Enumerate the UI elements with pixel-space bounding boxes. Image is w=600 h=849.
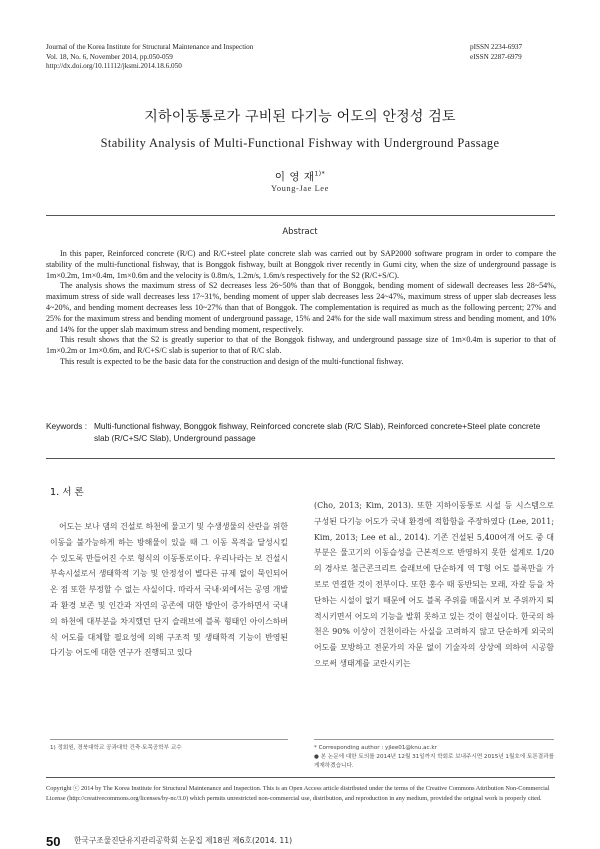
pissn: pISSN 2234-6937 [470,43,523,51]
discussion-note: ● 본 논문에 대한 토의를 2014년 12월 31일까지 학회로 보내주시면 2015년 1월호에 토론결과를 게재하겠습니다. [314,754,554,770]
footnote-affiliation: 1) 정회원, 경북대학교 공과대학 건축·토목공학부 교수 [50,745,182,751]
page-number: 50 [46,834,61,849]
body-paragraph: (Cho, 2013; Kim, 2013). 또한 지하이동통로 시설 등 시스템으로 구성된 다기능 어도가 국내 환경에 적합함을 주장하였다 (Lee, 2011; Kim, 2013; Lee et al., 2014). 기존 건설된 5,400여개 어도 중 대부분은 물고기의 이동습성을 근본적으로 반영하지 못한 설계로 1/20 의 경사로 철근콘크리트 슬래브에 단순하게 역 T형 어도 블록만을 가로로 연결한 것이 전부이다. 또한 홍수 때 동반되는 모래, 자갈 등을 차단하는 시설이 없기 때문에 어도 블록 주위를 매몰시켜 보 주위까지 퇴적시키면서 어도의 기능을 발휘 못하고 있는 것이 현실이다. 한국의 하천은 90% 이상이 건천이라는 사실을 고려하지 않고 단순하게 외국의 어도를 모방하고 전문가의 자문 없이 기술자의 상상에 의하여 시공함으로써 생태계를 교란시키는 [314,501,554,668]
footnote-rule-left [50,739,288,740]
author-mark: 1)* [314,170,326,178]
author-english: Young-Jae Lee [271,184,329,193]
copyright-notice: Copyright ⓒ 2014 by The Korea Institute for Structural Maintenance and Inspection. This is an Open Access article distributed under the terms of the Creative Commons Attribution Non-Commercial License (http://creativecommons.org/licenses/by-nc/3.0) which permits unrestricted non-commercial use, distribution, and reproduction in any medium, provided the original work is properly cited. [46,785,550,802]
abstract-body [46,249,556,368]
keywords-bottom-rule [46,458,555,459]
author-korean [0,169,600,184]
author-name-korean: 이 영 재 [274,171,315,183]
journal-footer: 한국구조물진단유지관리공학회 논문집 제18권 제6호(2014. 11) [74,836,293,845]
abstract-paragraph: In this paper, Reinforced concrete (R/C) and R/C+steel plate concrete slab was carried out by SAP2000 software program in order to compare the stability of the multi-functional fishway, that is Bonggok fishway, built at Bonggok river recently in Gumi city, when the size of underground passage is 1m×0.2m, 1m×0.4m, 1m×0.6m and the velocity is 0.8m/s, 1.2m/s, 1.6m/s respectively for the S2 (R/C+S/C). [46,249,556,280]
body-left-column [50,498,288,661]
issn-block [470,43,560,62]
journal-header [46,43,346,72]
abstract-heading: Abstract [282,226,318,236]
section-heading: 1. 서 론 [50,487,84,498]
keywords-label: Keywords : [46,421,88,431]
body-right-column [314,498,554,672]
abstract-paragraph: This result shows that the S2 is greatly superior to that of the Bonggok fishway, and underground passage size of 1m×0.4m is superior to that of 1m×0.2m or 1m×0.6m, and R/C+S/C slab is superior to that of R/C slab. [46,335,556,356]
keywords-block [46,421,556,444]
footnote-corresponding [314,744,554,772]
journal-name: Journal of the Korea Institute for Structural Maintenance and Inspection [46,43,254,51]
doi-link[interactable]: http://dx.doi.org/10.11112/jksmi.2014.18.6.050 [46,62,182,71]
keywords-text: Multi-functional fishway, Bonggok fishway, Reinforced concrete slab (R/C Slab), Reinforced concrete+Steel plate concrete slab (R/C+S/C Slab), Underground passage [94,421,541,443]
abstract-paragraph: This result is expected to be the basic data for the construction and design of the multi-functional fishway. [60,356,404,366]
abstract-paragraph: The analysis shows the maximum stress of S2 decreases less 26~50% than that of Bonggok, bending moment of sidewall decreases less 28~54%, maximum stress of side wall decreases less 17~31%, bending moment of upper slab decreases less 24~47%, maximum stress of upper slab decreases less 4~20%, and bending moment decreases less 10~27% than that of Bonggok. The complementation is required as much as the following percent; 27% and 25% for the maximum stress and bending moment of underground passage, 15% and 24% for the side wall maximum stress and bending moment, and 10% and 14% for the upper slab maximum stress and bending moment, respectively. [46,281,556,334]
abstract-top-rule [46,215,555,216]
journal-volume: Vol. 18, No. 6, November 2014, pp.050-059 [46,52,173,61]
copyright-rule [46,777,555,778]
title-english: Stability Analysis of Multi-Functional Fishway with Underground Passage [100,136,500,150]
corresponding-author: * Corresponding author : yjlee01@knu.ac.kr [314,745,437,751]
eissn: eISSN 2287-6979 [470,52,522,61]
body-paragraph: 어도는 보나 댐의 건설로 하천에 물고기 및 수생생물의 산란을 위한 이동을 불가능하게 하는 방해물이 있을 때 그 이동 목적을 달성시킬 수 있도록 만들어진 수로 형식의 이동통로이다. 우리나라는 보 건설시 부속시설로서 생태학적 기능 및 안정성이 별다른 규제 없이 묵인되어 온 점 또한 부정할 수 없는 사실이다. 따라서 국내·외에서는 공영 개발과 환경 보존 및 인간과 자연의 공존에 대한 방안이 증가하면서 국내의 하천에 대부분을 차지했던 단지 슬래브에 블록 형태인 아이스하버식 어도를 대체할 필요성에 의해 구조적 및 생태학적 기능이 반영된 다기능 어도에 대한 연구가 진행되고 있다 [50,522,288,658]
footnote-rule-right [314,739,554,740]
title-korean: 지하이동통로가 구비된 다기능 어도의 안정성 검토 [144,109,456,125]
